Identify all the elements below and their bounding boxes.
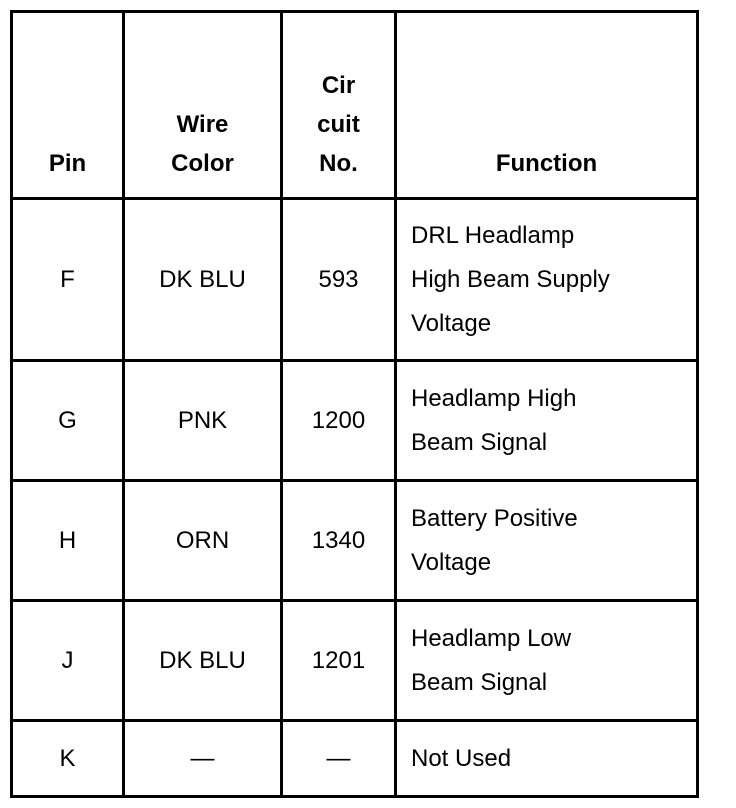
header-function-label: Function: [495, 150, 598, 177]
cell-circuit: 1201: [282, 601, 396, 721]
function-line: DRL Headlamp: [411, 221, 575, 249]
function-line: Beam Signal: [411, 428, 548, 456]
header-function: [396, 12, 698, 199]
function-line: Voltage: [411, 309, 492, 337]
function-line: Beam Signal: [411, 668, 548, 696]
cell-function: [396, 601, 698, 721]
cell-function: [396, 721, 698, 797]
cell-pin: K: [12, 721, 124, 797]
function-line: High Beam Supply: [411, 265, 610, 293]
connector-pin-table: [10, 10, 699, 798]
header-circuit-no: [282, 12, 396, 199]
cell-circuit: —: [282, 721, 396, 797]
header-circuit-line2: cuit: [317, 111, 360, 138]
table-row: [12, 601, 698, 721]
cell-function: [396, 361, 698, 481]
cell-function: [396, 481, 698, 601]
function-line: Headlamp High: [411, 384, 577, 412]
table-row: [12, 721, 698, 797]
header-circuit-line3: No.: [319, 150, 358, 177]
table-row: [12, 481, 698, 601]
cell-pin: G: [12, 361, 124, 481]
table-row: [12, 361, 698, 481]
cell-wire-color: PNK: [124, 361, 282, 481]
cell-circuit: 1200: [282, 361, 396, 481]
cell-wire-color: DK BLU: [124, 601, 282, 721]
cell-wire-color: ORN: [124, 481, 282, 601]
function-line: Headlamp Low: [411, 624, 572, 652]
cell-function: [396, 199, 698, 361]
table-header-row: [12, 12, 698, 199]
header-wire-color: [124, 12, 282, 199]
header-wire-color-line2: Color: [171, 150, 234, 177]
function-line: Battery Positive: [411, 504, 578, 532]
table-row: [12, 199, 698, 361]
cell-wire-color: DK BLU: [124, 199, 282, 361]
header-wire-color-line1: Wire: [176, 111, 229, 138]
cell-wire-color: —: [124, 721, 282, 797]
header-pin: [12, 12, 124, 199]
cell-pin: F: [12, 199, 124, 361]
cell-pin: H: [12, 481, 124, 601]
function-line: Not Used: [411, 744, 512, 772]
function-line: Voltage: [411, 548, 492, 576]
cell-circuit: 1340: [282, 481, 396, 601]
cell-circuit: 593: [282, 199, 396, 361]
header-circuit-line1: Cir: [321, 72, 356, 99]
cell-pin: J: [12, 601, 124, 721]
header-pin-label: Pin: [48, 150, 87, 177]
